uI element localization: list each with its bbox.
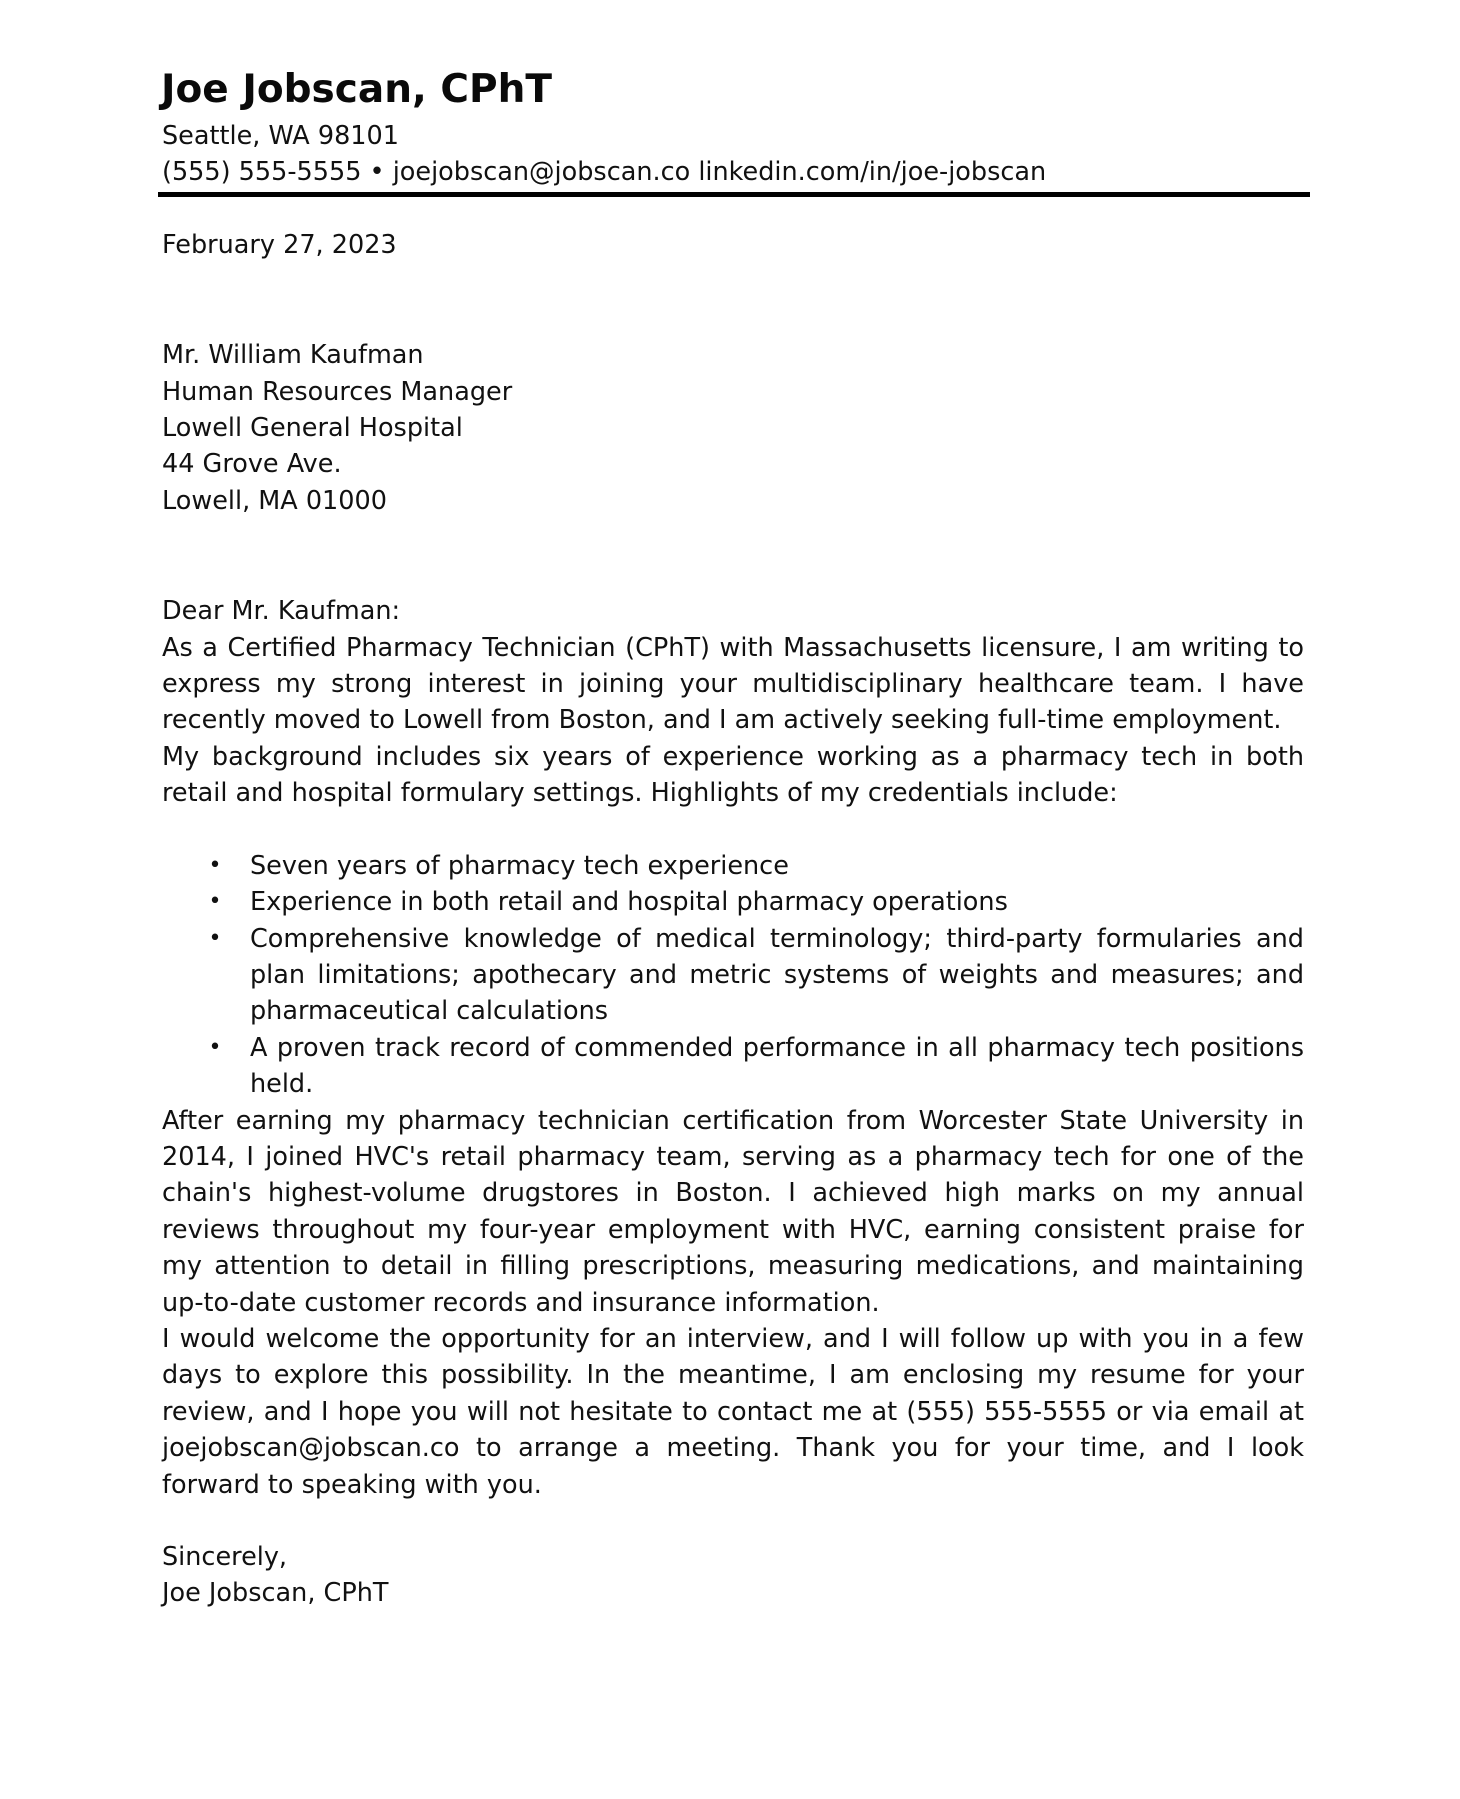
background-paragraph: My background includes six years of experience working as a pharmacy tech in both retail and hospital formulary settings. Highlights of my credentials include: [162,741,1304,809]
signature: Joe Jobscan, CPhT [162,1578,389,1609]
list-item-text: Seven years of pharmacy tech experience [250,850,789,881]
bullet-icon: • [208,852,222,878]
closing-block [162,1539,1304,1612]
sender-address: Seattle, WA 98101 [162,121,399,151]
bullet-icon: • [208,889,222,915]
list-item [208,921,1304,1030]
history-paragraph: After earning my pharmacy technician certification from Worcester State University in 2014, I joined HVC's retail pharmacy team, serving as a pharmacy tech for one of the chain's highest-volume drugstores in Boston. I achieved high marks on my annual reviews throughout my four-year employment with HVC, earning consistent praise for my attention to detail in filling prescriptions, measuring medications, and maintaining up-to-date customer records and insurance information. [162,1105,1304,1318]
valediction: Sincerely, [162,1542,288,1572]
list-item-text: Experience in both retail and hospital pharmacy operations [250,887,1008,918]
closing-paragraph: I would welcome the opportunity for an interview, and I will follow up with you in a few days to explore this possibility. In the meantime, I am enclosing my resume for your review, and I hope you will not hesitate to contact me at (555) 555-5555 or via email at joejobscan@jobscan.co to arrange a meeting. Thank you for your time, and I look forward to speaking with you. [162,1323,1304,1500]
list-item [208,884,1304,920]
header-divider [158,192,1310,197]
list-item [208,1030,1304,1103]
sender-contact: (555) 555-5555 • joejobscan@jobscan.co linkedin.com/in/joe-jobscan [162,157,1047,188]
recipient-city: Lowell, MA 01000 [162,485,387,516]
letter-date: February 27, 2023 [162,229,397,260]
recipient-street: 44 Grove Ave. [162,449,342,480]
highlights-list [162,848,1304,1103]
bullet-icon: • [208,925,222,951]
sender-name: Joe Jobscan, CPhT [161,67,552,112]
recipient-title: Human Resources Manager [162,376,513,407]
bullet-icon: • [208,1034,222,1060]
recipient-block [162,337,1304,519]
intro-paragraph: As a Certified Pharmacy Technician (CPhT) with Massachusetts licensure, I am writing to express my strong interest in joining your multidisciplinary healthcare team. I have recently moved to Lowell from Boston, and I am actively seeking full-time employment. [162,632,1304,736]
recipient-name: Mr. William Kaufman [162,340,424,371]
list-item-text: Comprehensive knowledge of medical terminology; third-party formularies and plan limitations; apothecary and metric systems of weights and measures; and pharmaceutical calculations [250,923,1304,1027]
salutation: Dear Mr. Kaufman: [162,596,401,627]
list-item [208,848,1304,884]
list-item-text: A proven track record of commended performance in all pharmacy tech positions held. [250,1032,1304,1100]
recipient-organization: Lowell General Hospital [162,413,463,444]
